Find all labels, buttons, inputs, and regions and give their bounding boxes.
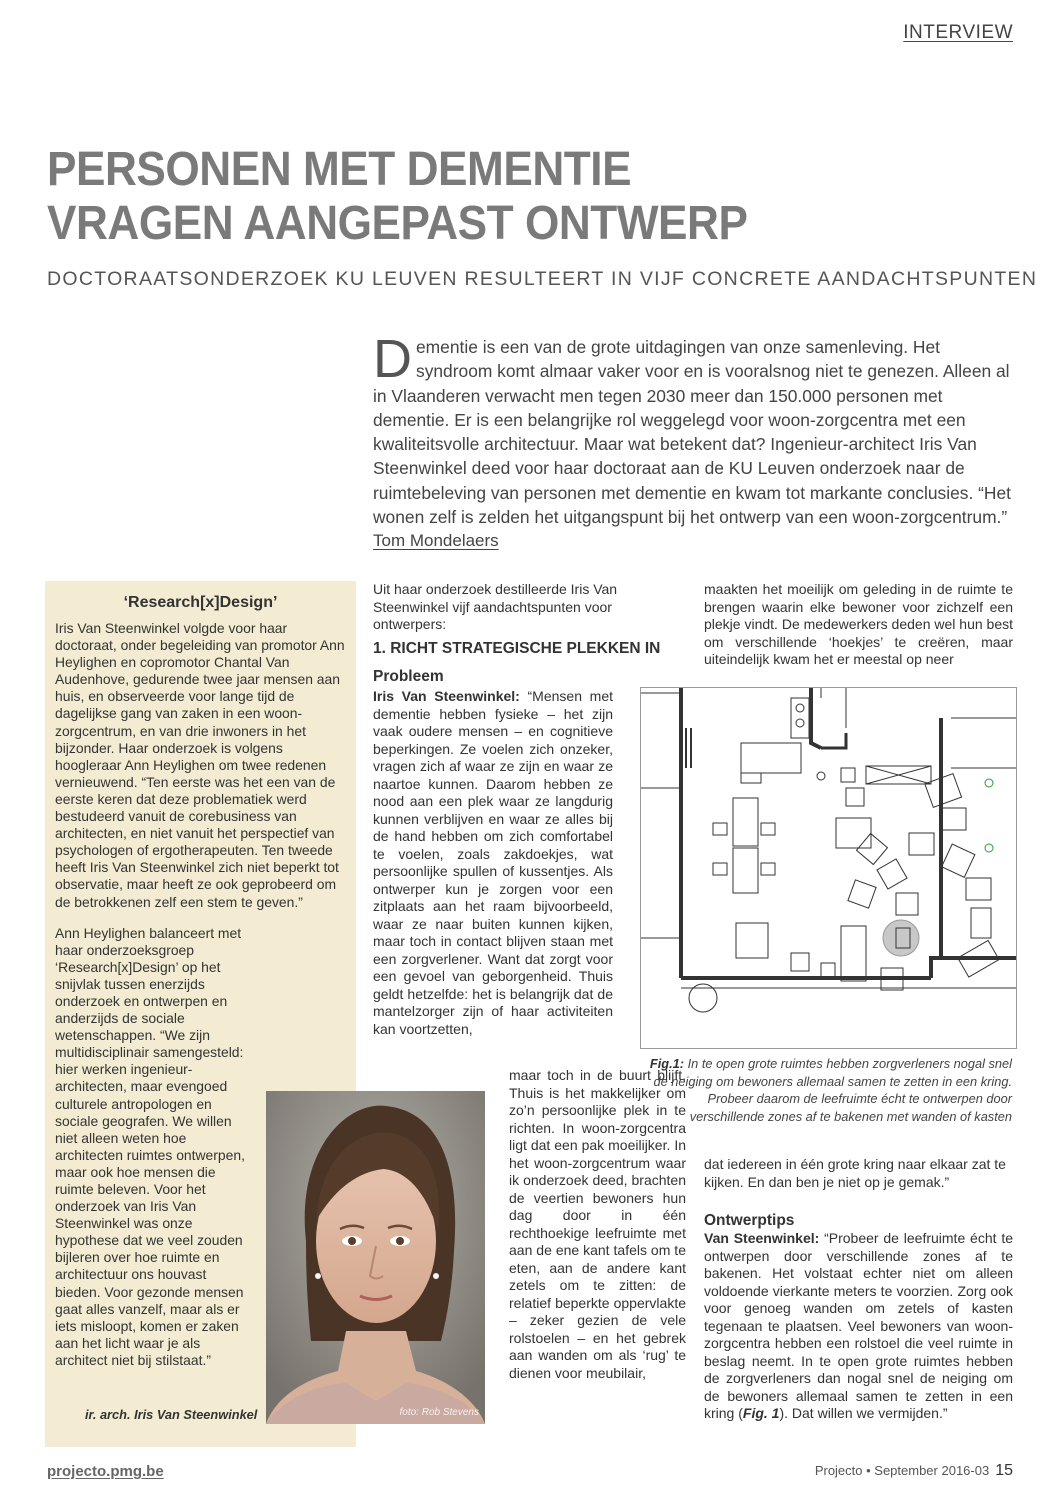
article-title <box>47 143 930 251</box>
intro-text: ementie is een van de grote uitdagingen van onze samenleving. Het syndroom komt almaar vaker voor en is vooralsnog niet te genezen. Alleen al in Vlaanderen verwacht men tegen 2030 meer dan 150.000 personen met dementie. Er is een belangrijke rol weggelegd voor woon-zorgcentra met een kwaliteitsvolle architectuur. Maar wat betekent dat? Ingenieur-architect Iris Van Steenwinkel deed voor haar doctoraat aan de KU Leuven onderzoek naar de ruimtebeleving van personen met dementie en kwam tot markante conclusies. “Het wonen zelf is zelden het uitgangspunt bij het ontwerp van een woon-zorgcentrum.” <box>373 337 1011 528</box>
section-heading: 1. RICHT STRATEGISCHE PLEKKEN IN <box>373 640 661 657</box>
sidebar-paragraph-2-text: Ann Heylighen balanceert met haar onderzoeksgroep ‘Research[x]Design’ op het snijvlak tussen enerzijds onderzoek en ontwerpen en anderzijds de sociale wetenschappen. “We zijn multidisciplinair samengesteld: hier werken ingenieur-architecten, maar evengoed culturele antropologen en sociale geografen. We willen niet alleen weten hoe architecten ruimtes ontwerpen, maar ook hoe mensen die ruimte beleven. Voor het onderzoek van Iris Van Steenwinkel was onze hypothese dat we veel zouden bijleren over hoe ruimte en architectuur ons houvast bieden. Voor gezonde mensen gaat alles vanzelf, maar als er iets misloopt, komen er zaken aan het licht waar je als architect niet bij stilstaat.” <box>55 924 245 1368</box>
page-number: 15 <box>995 1462 1013 1479</box>
footer-issue <box>815 1462 1013 1480</box>
figure-caption-text: In te open grote ruimtes hebben zorgverleners nogal snel de neiging om bewoners allemaal samen te zetten in een kring. Probeer daarom de leefruimte écht te ontwerpen door verschillende zones af te bakenen met wanden of kasten <box>653 1056 1012 1124</box>
lead-text: Uit haar onderzoek destilleerde Iris Van Steenwinkel vijf aandachtspunten voor ontwerpers: <box>373 581 618 632</box>
title-line-2: VRAGEN AANGEPAST ONTWERP <box>47 197 748 250</box>
subheading-probleem: Probleem <box>373 668 444 685</box>
footer-url-link[interactable]: projecto.pmg.be <box>47 1463 164 1480</box>
ontwerptips-text: “Probeer de leefruimte écht te ontwerpen door verschillende zones af te bakenen. Het volstaat echter niet om alleen voldoende vierkante meters te voorzien. Zorg ook voor genoeg wanden om zetels of kasten tegenaan te plaatsen. Veel bewoners van woon-zorgcentra hebben een rolstoel die veel ruimte in beslag neemt. In te open grote ruimtes hebben de zorgverleners dan nogal snel de neiging om de bewoners allemaal samen te zetten in een kring ( <box>704 1230 1013 1421</box>
intro-paragraph <box>373 329 1013 529</box>
author-link[interactable]: Tom Mondelaers <box>373 531 499 550</box>
speaker-name-2: Van Steenwinkel: <box>704 1230 820 1246</box>
floor-plan-drawing <box>641 688 1016 1048</box>
floor-plan-figure <box>640 687 1017 1049</box>
photo-caption: ir. arch. Iris Van Steenwinkel <box>85 1407 258 1422</box>
figure-reference: Fig. 1 <box>742 1405 780 1421</box>
issue-label: Projecto • September 2016-03 <box>814 1463 990 1478</box>
subheading-ontwerptips: Ontwerptips <box>704 1212 795 1229</box>
probleem-text: “Mensen met dementie hebben fysieke – het zijn vaak oudere mensen – en cognitieve beperkingen. Ze voelen zich onzeker, vragen zich af waar ze zijn en waar ze naartoe kunnen. Daarom hebben ze nood aan een plek waar ze langdurig kunnen verblijven en waar ze alles bij de hand hebben om zich comfortabel te voelen, zoals zakdoekjes, wat persoonlijke spullen of kussentjes. Als ontwerper kun je zorgen voor een zitplaats aan het raam bijvoorbeeld, waar ze naar buiten kunnen kijken, maar toch in contact blijven staan met een zorgverlener. Want dat zorgt voor een gevoel van geborgenheid. Thuis geldt hetzelfde: het is belangrijk dat de mantelzorger zijn of haar activiteiten kan voortzetten, <box>373 688 613 1037</box>
ontwerptips-paragraph <box>704 1230 1013 1423</box>
sidebar-paragraph-1: Iris Van Steenwinkel volgde voor haar doctoraat, onder begeleiding van promotor Ann Heylighen en copromotor Chantal Van Audenhove, gedurende twee jaar mensen aan huis, en observeerde voor lange tijd de dagelijkse gang van zaken in een woon-zorgcentrum, en van drie inwoners in het bijzonder. Haar onderzoek is volgens hoogleraar Ann Heylighen om twee redenen vernieuwend. “Ten eerste was het een van de eerste keren dat deze problematiek werd bestudeerd vanuit de corebusiness van architecten, en niet vanuit het perspectief van psychologen of ergotherapeuten. Ten tweede heeft Iris Van Steenwinkel zich niet beperkt tot observatie, maar heeft ze ook geprobeerd om de betrokkenen zelf een stem te geven.” <box>55 620 345 910</box>
drop-cap: D <box>373 329 412 389</box>
title-line-1: PERSONEN MET DEMENTIE <box>47 143 632 196</box>
section-label: INTERVIEW <box>903 22 1013 43</box>
probleem-continuation: maar toch in de buurt blijft. Thuis is het makkelijker om zo’n persoonlijke plek in te richten. In woon-zorgcentra ligt dat een pak moeilijker. In het woon-zorgcentrum waar ik onderzoek deed, brachten de veertien bewoners hun dag door in één rechthoekige leefruimte met aan de ene kant tafels om te eten, aan de andere kant zetels om te zitten: de relatief beperkte oppervlakte – zeker gezien de vele rolstoelen – en het gebrek aan wanden om als ‘rug’ te dienen voor meubilair, <box>509 1067 686 1381</box>
ontwerptips-end: ). Dat willen we vermijden.” <box>779 1405 948 1421</box>
portrait-photo <box>266 1091 485 1424</box>
sidebar-title: ‘Research[x]Design’ <box>123 594 278 611</box>
figure-caption <box>640 1055 1012 1125</box>
portrait-illustration <box>266 1091 485 1424</box>
speaker-name: Iris Van Steenwinkel: <box>373 688 520 704</box>
article-subtitle: DOCTORAATSONDERZOEK KU LEUVEN RESULTEERT IN VIJF CONCRETE AANDACHTSPUNTEN <box>47 268 1038 290</box>
figure-label: Fig.1: <box>649 1056 685 1071</box>
probleem-paragraph <box>373 688 613 1038</box>
column-2-top: maakten het moeilijk om geleding in de ruimte te brengen waarin elke bewoner voor zichzelf een plekje vindt. De medewerkers deden wel hun best om verschillende ‘hoekjes’ te creëren, maar uiteindelijk kwam het er meestal op neer <box>704 581 1013 667</box>
photo-credit: foto: Rob Stevens <box>399 1407 479 1418</box>
column-2-middle: dat iedereen in één grote kring naar elkaar zat te kijken. En dan ben je niet op je gemak.” <box>704 1156 1006 1190</box>
